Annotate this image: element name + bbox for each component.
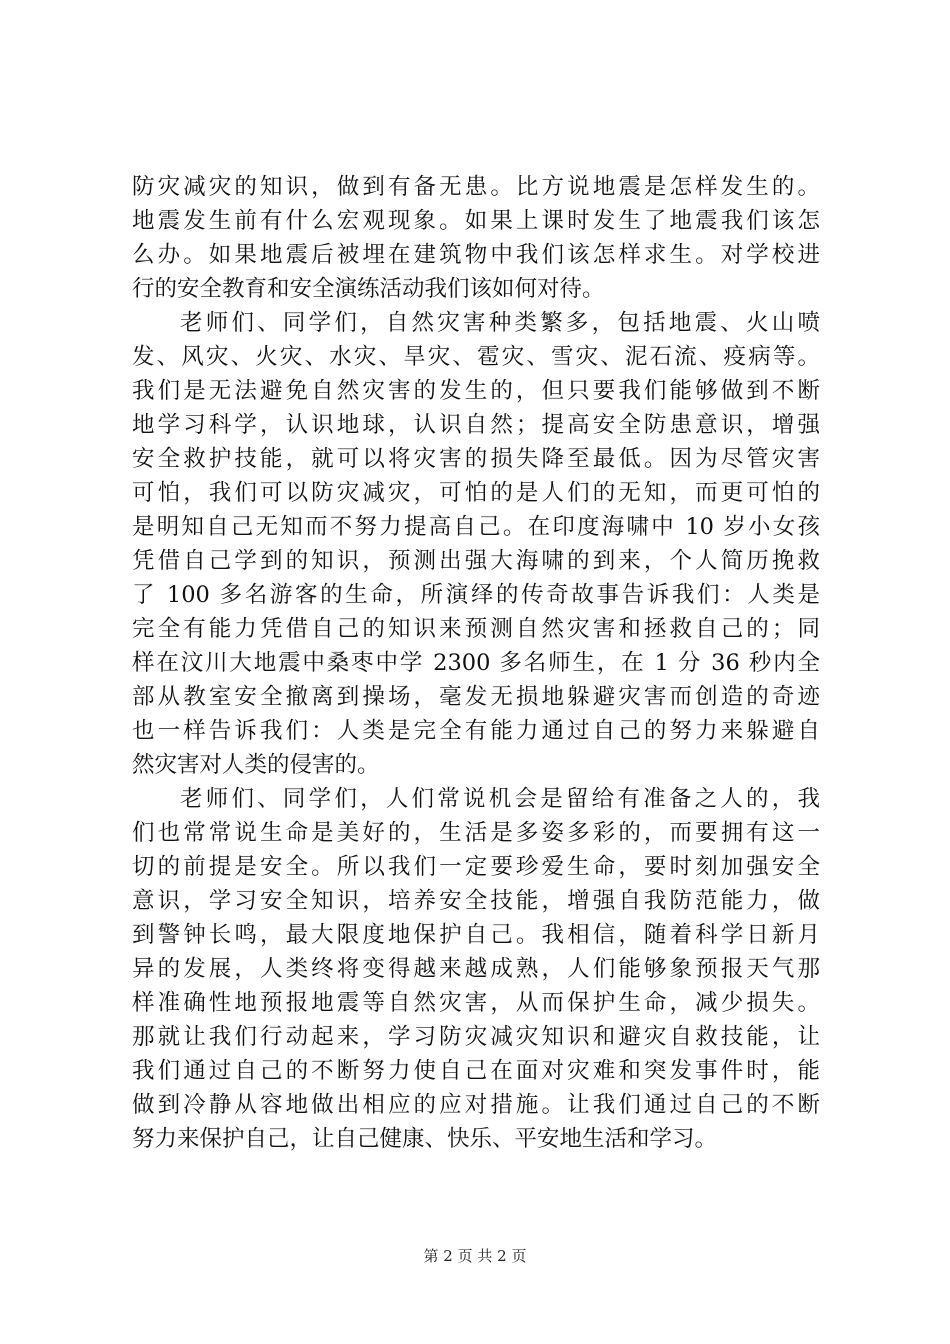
paragraph-first-line: 老师们、同学们，自然灾害种类繁多，包括地震、火山喷 [180,310,820,336]
text-line: 可怕，我们可以防灾减灾，可怕的是人们的无知，而更可怕的 [132,480,820,506]
text-line: 地震发生前有什么宏观现象。如果上课时发生了地震我们该怎 [132,208,820,234]
paragraph-first-line: 老师们、同学们，人们常说机会是留给有准备之人的，我 [180,786,820,812]
text-line: 努力来保护自己，让自己健康、快乐、平安地生活和学习。 [132,1126,718,1152]
text-line: 我们是无法避免自然灾害的发生的，但只要我们能够做到不断 [132,378,820,404]
text-line: 们也常常说生命是美好的，生活是多姿多彩的，而要拥有这一 [132,820,820,846]
text-line: 么办。如果地震后被埋在建筑物中我们该怎样求生。对学校进 [132,242,820,268]
text-line: 防灾减灾的知识，做到有备无患。比方说地震是怎样发生的。 [132,174,820,200]
text-line: 做到冷静从容地做出相应的应对措施。让我们通过自己的不断 [132,1092,820,1118]
text-line: 安全救护技能，就可以将灾害的损失降至最低。因为尽管灾害 [132,446,820,472]
text-line: 了 100 多名游客的生命，所演绎的传奇故事告诉我们：人类是 [132,582,820,608]
text-line: 到警钟长鸣，最大限度地保护自己。我相信，随着科学日新月 [132,922,820,948]
text-line: 异的发展，人类终将变得越来越成熟，人们能够象预报天气那 [132,956,820,982]
text-line: 样准确性地预报地震等自然灾害，从而保护生命，减少损失。 [132,990,820,1016]
text-line: 然灾害对人类的侵害的。 [132,752,380,778]
text-line: 完全有能力凭借自己的知识来预测自然灾害和拯救自己的；同 [132,616,820,642]
text-line: 样在汶川大地震中桑枣中学 2300 多名师生，在 1 分 36 秒内全 [132,650,820,676]
page-footer [0,1246,950,1266]
text-line: 我们通过自己的不断努力使自己在面对灾难和突发事件时，能 [132,1058,820,1084]
text-line: 意识，学习安全知识，培养安全技能，增强自我防范能力，做 [132,888,820,914]
text-line: 也一样告诉我们：人类是完全有能力通过自己的努力来躲避自 [132,718,820,744]
text-line: 是明知自己无知而不努力提高自己。在印度海啸中 10 岁小女孩 [132,514,820,540]
text-line: 发、风灾、火灾、水灾、旱灾、雹灾、雪灾、泥石流、疫病等。 [132,344,820,370]
text-line: 地学习科学，认识地球，认识自然；提高安全防患意识，增强 [132,412,820,438]
text-line: 那就让我们行动起来，学习防灾减灾知识和避灾自救技能，让 [132,1024,820,1050]
document-body [132,170,820,1156]
text-line: 切的前提是安全。所以我们一定要珍爱生命，要时刻加强安全 [132,854,820,880]
text-line: 行的安全教育和安全演练活动我们该如何对待。 [132,276,605,302]
text-line: 部从教室安全撤离到操场，毫发无损地躲避灾害而创造的奇迹 [132,684,820,710]
text-line: 凭借自己学到的知识，预测出强大海啸的到来，个人简历挽救 [132,548,820,574]
page-number-label: 第 2 页 共 2 页 [423,1247,527,1265]
